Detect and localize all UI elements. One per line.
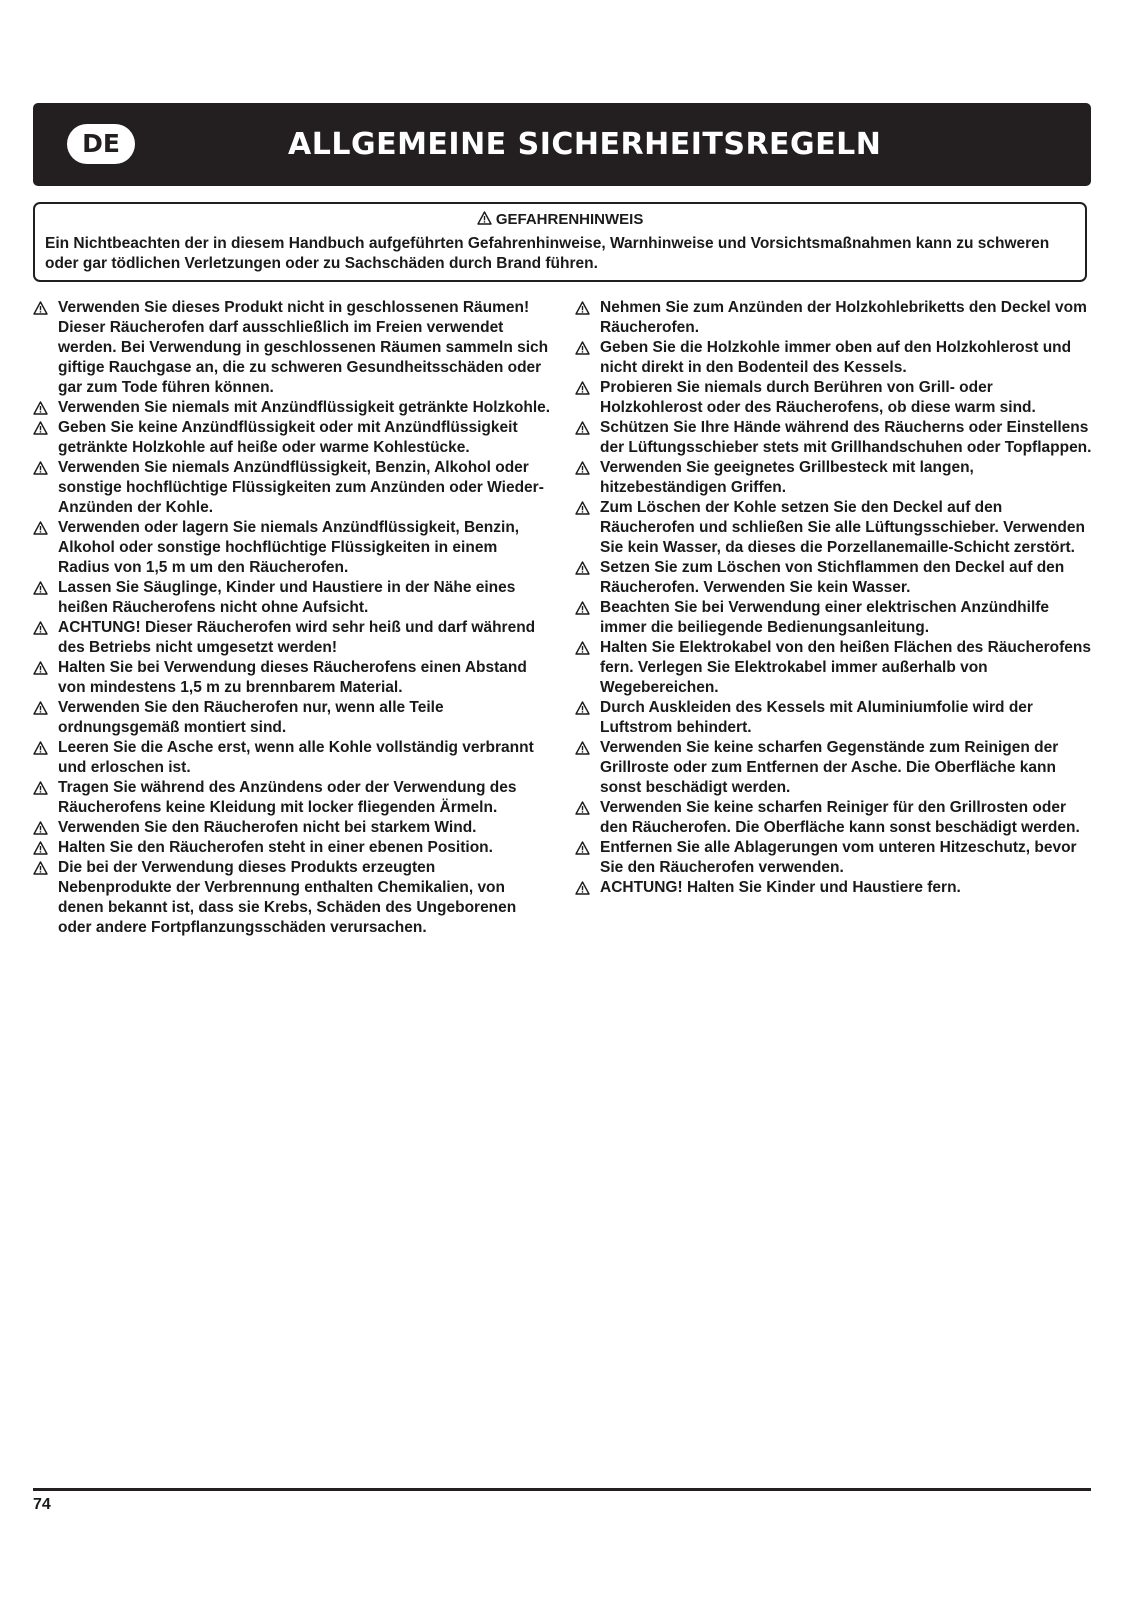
safety-rule-item (575, 498, 1095, 558)
warning-triangle-icon (575, 881, 590, 901)
safety-rule-text: Probieren Sie niemals durch Berühren von Grill- oder Holzkohlerost oder des Räucherofens, ob diese warm sind. (600, 379, 1036, 416)
safety-rule-item (575, 458, 1095, 498)
safety-rule-item (575, 798, 1095, 838)
safety-rule-text: Verwenden Sie geeignetes Grillbesteck mit langen, hitzebeständigen Griffen. (600, 459, 974, 496)
warning-triangle-icon (33, 861, 48, 881)
safety-rule-text: ACHTUNG! Halten Sie Kinder und Haustiere fern. (600, 879, 961, 896)
safety-rule-text: Leeren Sie die Asche erst, wenn alle Kohle vollständig verbrannt und erloschen ist. (58, 739, 534, 776)
safety-rule-item (575, 338, 1095, 378)
safety-rule-item (33, 778, 553, 818)
safety-rule-item (33, 398, 553, 418)
safety-rule-text: Nehmen Sie zum Anzünden der Holzkohlebriketts den Deckel vom Räucherofen. (600, 299, 1087, 336)
footer-divider (33, 1488, 1091, 1491)
safety-rule-text: Zum Löschen der Kohle setzen Sie den Deckel auf den Räucherofen und schließen Sie alle Lüftungsschieber. Verwenden Sie kein Wasser, da dieses die Porzellanemaille-Schicht zerstört. (600, 499, 1085, 556)
warning-triangle-icon (575, 841, 590, 861)
safety-rules-left-column (33, 298, 553, 938)
warning-triangle-icon (33, 461, 48, 481)
safety-rule-text: Schützen Sie Ihre Hände während des Räucherns oder Einstellens der Lüftungsschieber stets mit Grillhandschuhen oder Topflappen. (600, 419, 1092, 456)
safety-rule-item (33, 738, 553, 778)
warning-triangle-icon (575, 301, 590, 321)
safety-rule-item (575, 298, 1095, 338)
warning-triangle-icon (33, 421, 48, 441)
safety-rules-right-column (575, 298, 1095, 898)
safety-rule-text: Die bei der Verwendung dieses Produkts erzeugten Nebenprodukte der Verbrennung enthalten Chemikalien, von denen bekannt ist, dass sie Krebs, Schäden des Ungeborenen oder andere Fortpflanzungsschäden verursachen. (58, 859, 517, 936)
warning-triangle-icon (575, 341, 590, 361)
safety-rule-text: Verwenden Sie dieses Produkt nicht in geschlossenen Räumen! Dieser Räucherofen darf ausschließlich im Freien verwendet werden. Bei Verwendung in geschlossenen Räumen sammeln sich giftige Rauchgase an, die zu schweren Gesundheitsschäden oder gar zum Tode führen können. (58, 299, 549, 396)
warning-triangle-icon (575, 501, 590, 521)
warning-triangle-icon (575, 421, 590, 441)
safety-rule-item (33, 618, 553, 658)
warning-triangle-icon (33, 581, 48, 601)
safety-rule-item (575, 878, 1095, 898)
warning-triangle-icon (33, 661, 48, 681)
warning-triangle-icon (33, 301, 48, 321)
hazard-notice-box (33, 202, 1087, 282)
safety-rule-text: Durch Auskleiden des Kessels mit Aluminiumfolie wird der Luftstrom behindert. (600, 699, 1033, 736)
safety-rule-item (33, 838, 553, 858)
safety-rule-text: ACHTUNG! Dieser Räucherofen wird sehr heiß und darf während des Betriebs nicht umgesetzt werden! (58, 619, 536, 656)
page-number: 74 (33, 1496, 51, 1513)
warning-triangle-icon (575, 601, 590, 621)
safety-rule-text: Halten Sie Elektrokabel von den heißen Flächen des Räucherofens fern. Verlegen Sie Elektrokabel immer außerhalb von Wegebereichen. (600, 639, 1091, 696)
safety-rule-text: Entfernen Sie alle Ablagerungen vom unteren Hitzeschutz, bevor Sie den Räucherofen verwenden. (600, 839, 1077, 876)
hazard-heading-text: GEFAHRENHINWEIS (495, 211, 644, 228)
safety-rule-text: Verwenden Sie niemals Anzündflüssigkeit, Benzin, Alkohol oder sonstige hochflüchtige Flüssigkeiten zum Anzünden oder Wieder-Anzünden der Kohle. (58, 459, 544, 516)
safety-rule-item (575, 598, 1095, 638)
safety-rule-item (575, 698, 1095, 738)
safety-rule-text: Setzen Sie zum Löschen von Stichflammen den Deckel auf den Räucherofen. Verwenden Sie kein Wasser. (600, 559, 1065, 596)
safety-rule-item (33, 458, 553, 518)
safety-rule-text: Geben Sie die Holzkohle immer oben auf den Holzkohlerost und nicht direkt in den Bodenteil des Kessels. (600, 339, 1072, 376)
safety-rule-item (33, 698, 553, 738)
safety-rule-text: Verwenden Sie keine scharfen Gegenstände zum Reinigen der Grillroste oder zum Entfernen der Asche. Die Oberfläche kann sonst beschädigt werden. (600, 739, 1059, 796)
warning-triangle-icon (575, 561, 590, 581)
warning-triangle-icon (33, 521, 48, 541)
warning-triangle-icon (575, 701, 590, 721)
safety-rule-item (33, 818, 553, 838)
safety-rule-item (575, 558, 1095, 598)
safety-rule-text: Halten Sie bei Verwendung dieses Räucherofens einen Abstand von mindestens 1,5 m zu brennbarem Material. (58, 659, 527, 696)
safety-rule-item (33, 658, 553, 698)
safety-rule-text: Verwenden Sie niemals mit Anzündflüssigkeit getränkte Holzkohle. (58, 399, 551, 416)
safety-rule-text: Lassen Sie Säuglinge, Kinder und Haustiere in der Nähe eines heißen Räucherofens nicht ohne Aufsicht. (58, 579, 516, 616)
safety-rule-text: Geben Sie keine Anzündflüssigkeit oder mit Anzündflüssigkeit getränkte Holzkohle auf heiße oder warme Kohlestücke. (58, 419, 518, 456)
warning-triangle-icon (575, 461, 590, 481)
safety-rule-item (33, 298, 553, 398)
warning-triangle-icon (33, 701, 48, 721)
language-badge: DE (67, 124, 135, 164)
safety-rule-text: Tragen Sie während des Anzündens oder der Verwendung des Räucherofens keine Kleidung mit locker fliegenden Ärmeln. (58, 779, 517, 816)
safety-rule-item (575, 418, 1095, 458)
warning-triangle-icon (477, 211, 492, 225)
safety-rule-text: Verwenden Sie den Räucherofen nur, wenn alle Teile ordnungsgemäß montiert sind. (58, 699, 444, 736)
header-bar (33, 103, 1091, 186)
warning-triangle-icon (33, 741, 48, 761)
safety-rule-item (33, 518, 553, 578)
warning-triangle-icon (575, 381, 590, 401)
page-title: ALLGEMEINE SICHERHEITSREGELN (288, 127, 882, 162)
warning-triangle-icon (575, 741, 590, 761)
warning-triangle-icon (33, 621, 48, 641)
warning-triangle-icon (33, 781, 48, 801)
safety-rule-item (575, 738, 1095, 798)
warning-triangle-icon (575, 641, 590, 661)
safety-rule-item (33, 418, 553, 458)
safety-rule-item (575, 378, 1095, 418)
safety-rule-text: Verwenden oder lagern Sie niemals Anzündflüssigkeit, Benzin, Alkohol oder sonstige hochflüchtige Flüssigkeiten in einem Radius von 1,5 m um den Räucherofen. (58, 519, 520, 576)
warning-triangle-icon (575, 801, 590, 821)
safety-rule-item (33, 578, 553, 618)
hazard-heading (45, 210, 1075, 230)
safety-rule-item (575, 838, 1095, 878)
safety-rule-item (575, 638, 1095, 698)
hazard-text: Ein Nichtbeachten der in diesem Handbuch aufgeführten Gefahrenhinweise, Warnhinweise und Vorsichtsmaßnahmen kann zu schweren oder gar tödlichen Verletzungen oder zu Sachschäden durch Brand führen. (45, 235, 1050, 272)
safety-rule-item (33, 858, 553, 938)
safety-rule-text: Verwenden Sie keine scharfen Reiniger für den Grillrosten oder den Räucherofen. Die Oberfläche kann sonst beschädigt werden. (600, 799, 1080, 836)
safety-rule-text: Halten Sie den Räucherofen steht in einer ebenen Position. (58, 839, 493, 856)
safety-rule-text: Beachten Sie bei Verwendung einer elektrischen Anzündhilfe immer die beiliegende Bedienungsanleitung. (600, 599, 1050, 636)
safety-rule-text: Verwenden Sie den Räucherofen nicht bei starkem Wind. (58, 819, 477, 836)
